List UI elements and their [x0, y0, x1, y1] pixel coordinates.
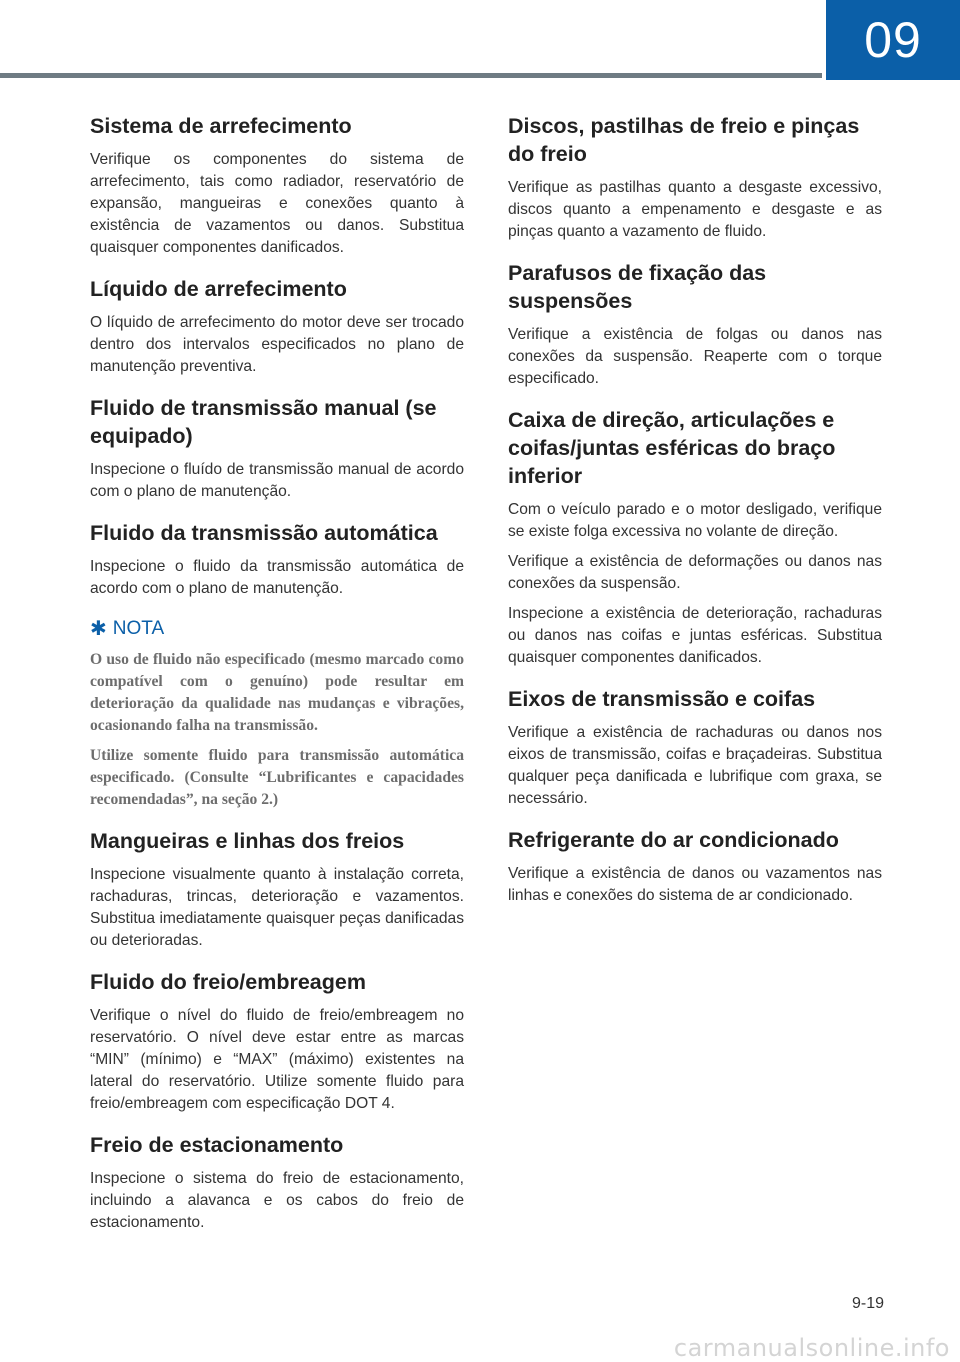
- section-paragraph: Com o veículo parado e o motor desligado, verifique se existe folga excessiva no volante de direção.: [508, 501, 882, 540]
- section-title: Eixos de transmissão e coifas: [508, 687, 816, 711]
- right-column: [508, 112, 882, 923]
- section-title: Discos, pastilhas de freio e pinças do freio: [508, 114, 860, 166]
- section: [508, 112, 882, 243]
- page-number: 9-19: [851, 1295, 884, 1312]
- section-paragraph: Verifique a existência de folgas ou danos nas conexões da suspensão. Reaperte com o torque especificado.: [508, 326, 882, 387]
- section: [508, 259, 882, 390]
- section-title: Parafusos de fixação das suspensões: [508, 261, 767, 313]
- asterisk-icon: ✱: [90, 618, 107, 640]
- section-paragraph: Verifique a existência de deformações ou danos nas conexões da suspensão.: [508, 553, 882, 592]
- section-paragraph: Inspecione o fluido da transmissão automática de acordo com o plano de manutenção.: [90, 558, 464, 597]
- section: [90, 112, 464, 259]
- section: [90, 827, 464, 952]
- chapter-tab: [826, 0, 960, 80]
- section-title: Refrigerante do ar condicionado: [508, 828, 839, 852]
- section-paragraph: Verifique a existência de danos ou vazamentos nas linhas e conexões do sistema de ar condicionado.: [508, 865, 882, 904]
- chapter-number: 09: [864, 12, 922, 68]
- note-heading-text: NOTA: [112, 617, 165, 639]
- note-paragraph: O uso de fluido não especificado (mesmo marcado como compatível com o genuíno) pode resultar em deterioração da qualidade nas mudanças e vibrações, ocasionando falha na transmissão.: [90, 651, 464, 734]
- section-paragraph: Inspecione visualmente quanto à instalação correta, rachaduras, trincas, deterioração e vazamentos. Substitua imediatamente quaisquer peças danificadas ou deterioradas.: [90, 866, 464, 949]
- header-rule: [0, 73, 822, 78]
- watermark: carmanualsonline.info: [673, 1334, 950, 1362]
- section-paragraph: Inspecione o sistema do freio de estacionamento, incluindo a alavanca e os cabos do freio de estacionamento.: [90, 1170, 464, 1231]
- section-paragraph: Inspecione o fluído de transmissão manual de acordo com o plano de manutenção.: [90, 461, 464, 500]
- section-title: Sistema de arrefecimento: [90, 114, 352, 138]
- note-heading: [90, 616, 464, 641]
- note-box: [90, 616, 464, 811]
- section: [90, 519, 464, 600]
- section: [90, 394, 464, 503]
- left-column: [90, 112, 464, 1250]
- section-paragraph: Verifique o nível do fluido de freio/embreagem no reservatório. O nível deve estar entre as marcas “MIN” (mínimo) e “MAX” (máximo) existentes na lateral do reservatório. Utilize somente fluido para freio/embreagem com especificação DOT 4.: [90, 1007, 464, 1112]
- section-paragraph: Inspecione a existência de deterioração, rachaduras ou danos nas coifas e juntas esféricas. Substitua quaisquer componentes danificados.: [508, 605, 882, 666]
- section: [90, 1131, 464, 1234]
- section-title: Fluido do freio/embreagem: [90, 970, 366, 994]
- note-paragraph: Utilize somente fluido para transmissão automática especificado. (Consulte “Lubrificantes e capacidades recomendadas”, na seção 2.): [90, 747, 464, 808]
- section: [508, 406, 882, 669]
- section-title: Fluido da transmissão automática: [90, 521, 438, 545]
- section: [508, 685, 882, 810]
- section-paragraph: Verifique a existência de rachaduras ou danos nos eixos de transmissão, coifas e braçadeiras. Substitua qualquer peça danificada e lubrifique com graxa, se necessário.: [508, 724, 882, 807]
- section: [508, 826, 882, 907]
- section: [90, 968, 464, 1115]
- section-paragraph: Verifique as pastilhas quanto a desgaste excessivo, discos quanto a empenamento e desgaste e as pinças quanto a vazamento de fluido.: [508, 179, 882, 240]
- section-title: Mangueiras e linhas dos freios: [90, 829, 405, 853]
- section-title: Caixa de direção, articulações e coifas/juntas esféricas do braço inferior: [508, 408, 836, 488]
- section: [90, 275, 464, 378]
- section-paragraph: O líquido de arrefecimento do motor deve ser trocado dentro dos intervalos especificados no plano de manutenção preventiva.: [90, 314, 464, 375]
- section-title: Líquido de arrefecimento: [90, 277, 347, 301]
- section-paragraph: Verifique os componentes do sistema de arrefecimento, tais como radiador, reservatório de expansão, mangueiras e conexões quanto à existência de vazamentos ou danos. Substitua quaisquer componentes danificados.: [90, 151, 464, 256]
- section-title: Freio de estacionamento: [90, 1133, 344, 1157]
- section-title: Fluido de transmissão manual (se equipado): [90, 396, 437, 448]
